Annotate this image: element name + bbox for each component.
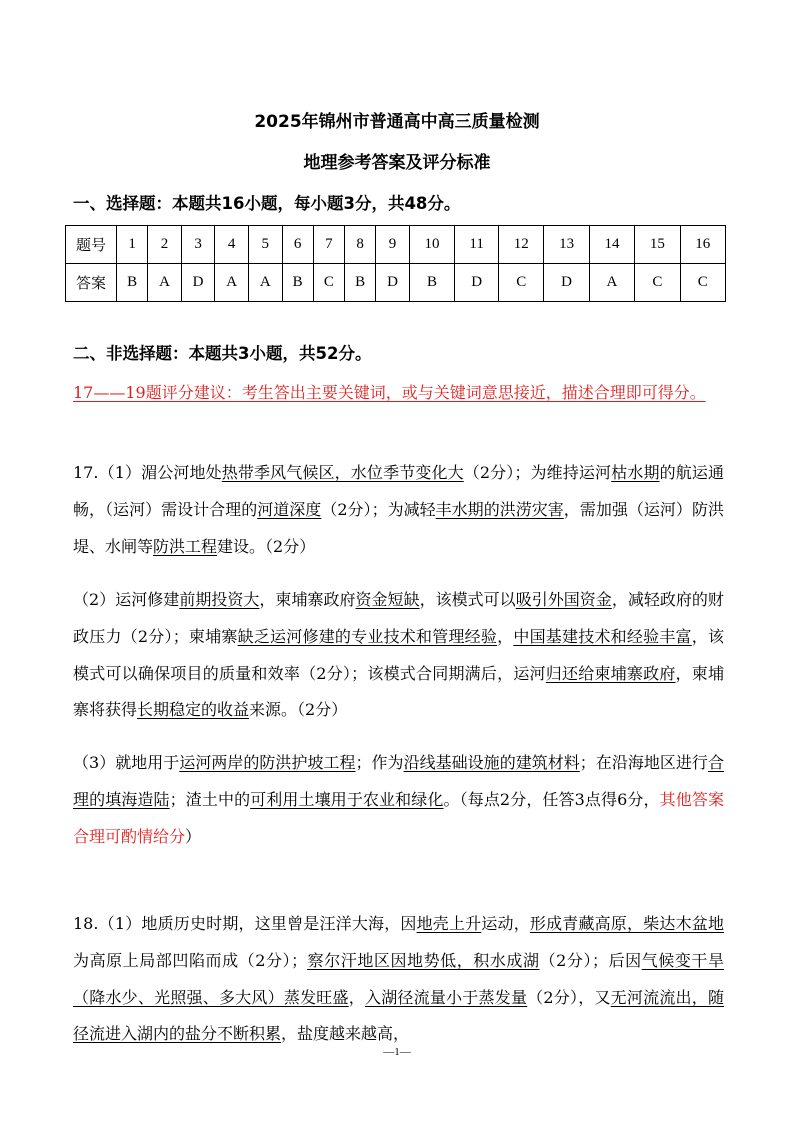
scoring-note: 17——19题评分建议：考生答出主要关键词，或与关键词意思接近，描述合理即可得分。 [73,383,706,402]
answer-cell: A [148,264,182,302]
question-number: 6 [282,226,313,264]
row-label-answer: 答案 [66,264,117,302]
question-number: 5 [248,226,282,264]
answer-cell: A [215,264,249,302]
question-number: 15 [635,226,680,264]
question-number: 11 [455,226,499,264]
answer-row [66,264,726,302]
answer-cell: C [313,264,344,302]
question-number: 12 [499,226,544,264]
question-number: 14 [589,226,634,264]
section1-heading: 一、选择题：本题共16小题，每小题3分，共48分。 [73,194,461,213]
q18-part1: 18.（1）地质历史时期，这里曾是汪洋大海，因地壳上升运动，形成青藏高原，柴达木盆地为高原上局部凹陷而成（2分）；察尔汗地区因地势低，积水成湖（2分）；后因气候变干旱（降水少、光照强、多大风）蒸发旺盛，入湖径流量小于蒸发量（2分），又无河流流出，随径流进入湖内的盐分不断积累，盐度越来越高， [73,914,724,1044]
answer-cell: D [455,264,499,302]
answer-cell: C [680,264,725,302]
section2-heading: 二、非选择题：本题共3小题，共52分。 [73,344,372,363]
answer-cell: D [181,264,215,302]
answer-cell: D [544,264,589,302]
question-number: 3 [181,226,215,264]
page-number: —1— [383,1046,411,1058]
question-number: 9 [376,226,410,264]
q17-part3: （3）就地用于运河两岸的防洪护坡工程；作为沿线基础设施的建筑材料；在沿海地区进行合理的填海造陆；渣土中的可利用土壤用于农业和绿化。（每点2分，任答3点得6分，其他答案合理可酌情给分） [73,753,724,846]
document-subtitle: 地理参考答案及评分标准 [303,153,491,173]
question-number: 10 [409,226,454,264]
answer-cell: B [282,264,313,302]
question-number: 1 [117,226,148,264]
question-number: 4 [215,226,249,264]
document-title: 2025年锦州市普通高中高三质量检测 [254,112,540,132]
answer-cell: C [499,264,544,302]
question-number: 13 [544,226,589,264]
answer-cell: D [376,264,410,302]
answer-cell: B [345,264,376,302]
answer-cell: C [635,264,680,302]
question-number: 7 [313,226,344,264]
question-number-row [66,226,726,264]
question-number: 16 [680,226,725,264]
row-label-question: 题号 [66,226,117,264]
answer-cell: B [117,264,148,302]
q17-part1: 17.（1）湄公河地处热带季风气候区，水位季节变化大（2分）；为维持运河枯水期的航运通畅，（运河）需设计合理的河道深度（2分）；为减轻丰水期的洪涝灾害，需加强（运河）防洪堤、水闸等防洪工程建设。（2分） [73,463,724,556]
q17-part2: （2）运河修建前期投资大，柬埔寨政府资金短缺，该模式可以吸引外国资金，减轻政府的财政压力（2分）；柬埔寨缺乏运河修建的专业技术和管理经验，中国基建技术和经验丰富，该模式可以确保项目的质量和效率（2分）；该模式合同期满后，运河归还给柬埔寨政府，柬埔寨将获得长期稳定的收益来源。（2分） [73,590,724,720]
answer-cell: A [248,264,282,302]
answer-table [65,225,726,302]
answer-cell: A [589,264,634,302]
question-number: 2 [148,226,182,264]
question-number: 8 [345,226,376,264]
answer-cell: B [409,264,454,302]
